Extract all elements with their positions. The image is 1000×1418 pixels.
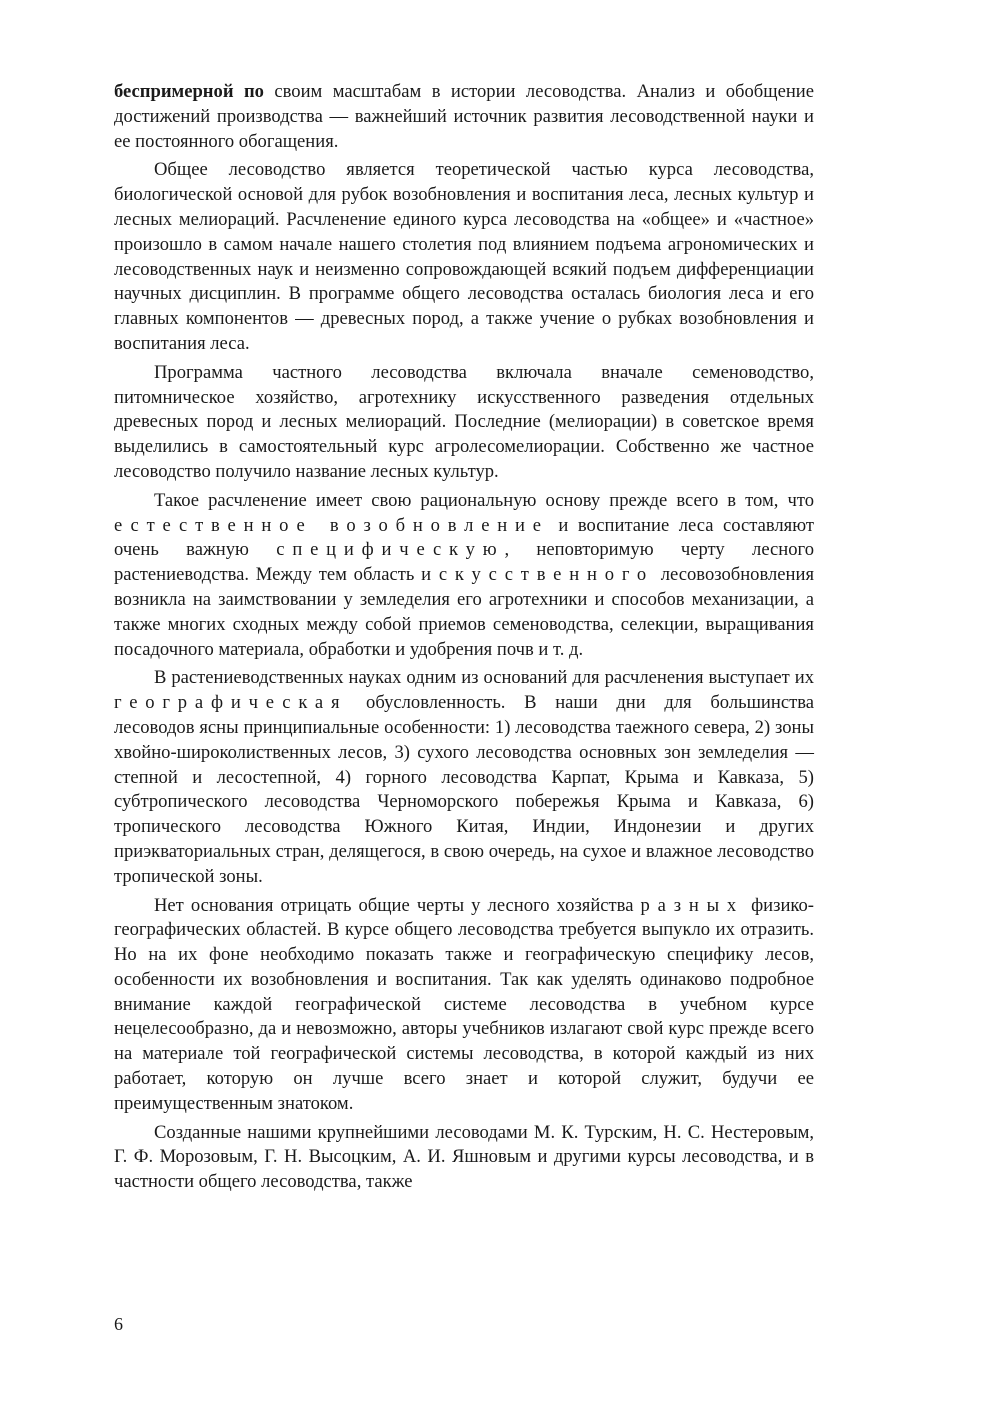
paragraph-4-text-a: Такое расчленение имеет свою рациональную основу прежде всего в том, что <box>154 489 814 511</box>
paragraph-2 <box>114 158 814 356</box>
paragraph-4-text-c: , неповторимую черту лесного растениеводства. Между тем область <box>114 539 815 586</box>
spaced-term-different: разных <box>640 894 745 916</box>
paragraph-6-text-a: Нет основания отрицать общие черты у лесного хозяйства <box>154 894 641 916</box>
paragraph-3-text: Программа частного лесоводства включала вначале семеноводство, питомническое хозяйство, агротехнику искусственного разведения отдельных древесных пород и лесных мелиораций. Последние (мелиорации) в советское время выделились в самостоятельный курс агролесомелиорации. Собственно же частное лесоводство получило название лесных культур. <box>114 361 814 482</box>
paragraph-5-text-b: обусловленность. В наши дни для большинства лесоводов ясны принципиальные особенности: 1) лесоводства таежного севера, 2) зоны хвойно-широколиственных лесов, 3) сухого лесоводства основных зон земледелия — степной и лесостепной, 4) горного лесоводства Карпат, Крыма и Кавказа, 5) субтропического лесоводства Черноморского побережья Крыма и Кавказа, 6) тропического лесоводства Южного Китая, Индии, Индонезии и других приэкваториальных стран, делящегося, в свою очередь, на сухое и влажное лесоводство тропической зоны. <box>114 692 814 887</box>
spaced-term-geographic: географическая <box>114 692 348 714</box>
paragraph-4 <box>114 489 814 663</box>
paragraph-6 <box>114 894 814 1117</box>
page-body <box>114 80 814 1195</box>
spaced-term-artificial: искусственного <box>421 564 654 586</box>
paragraph-6-text-b: физико-географических областей. В курсе общего лесоводства требуется выпукло их отразить. Но на их фоне необходимо показать также и географическую специфику лесов, особенности их возобновления и воспитания. Так как уделять одинаково подробное внимание каждой географической системе лесоводства в учебном курсе нецелесообразно, да и невозможно, авторы учебников излагают свой курс прежде всего на материале той географической системы лесоводства, в которой каждый из них работает, которую он лучше всего знает и которой служит, будучи ее преимущественным знатоком. <box>114 894 814 1114</box>
paragraph-2-text: Общее лесоводство является теоретической частью курса лесоводства, биологической основой для рубок возобновления и воспитания леса, лесных культур и лесных мелиораций. Расчленение единого курса лесоводства на «общее» и «частное» произошло в самом начале нашего столетия под влиянием подъема агрономических и лесоводственных наук и неизменно сопровождающей всякий подъем дифференциации научных дисциплин. В программе общего лесоводства осталась биология леса и его главных компонентов — древесных пород, а также учение о рубках возобновления и воспитания леса. <box>114 159 814 354</box>
paragraph-4-text-d: лесовозобновления возникла на заимствовании у земледелия его агротехники и способов механизации, а также многих сходных между собой приемов семеноводства, селекции, выращивания посадочного материала, обработки и удобрения почв и т. д. <box>114 564 814 660</box>
paragraph-1-bold-start: беспримерной по <box>114 81 264 102</box>
paragraph-5-text-a: В растениеводственных науках одним из оснований для расчленения выступает их <box>154 667 814 689</box>
paragraph-3 <box>114 361 814 485</box>
paragraph-1-text: своим масштабам в истории лесоводства. Анализ и обобщение достижений производства — важнейший источник развития лесоводственной науки и ее постоянного обогащения. <box>114 81 814 152</box>
paragraph-5 <box>114 666 814 889</box>
paragraph-7 <box>114 1121 814 1195</box>
page-number: 6 <box>114 1314 123 1334</box>
paragraph-1 <box>114 80 814 154</box>
spaced-term-natural-regeneration: естественное возобновление <box>114 514 549 536</box>
spaced-term-specific: специфическую <box>276 539 505 561</box>
paragraph-4-text-b: и воспитание леса составляют очень важную <box>114 514 815 561</box>
paragraph-7-text: Созданные нашими крупнейшими лесоводами М. К. Турским, Н. С. Нестеровым, Г. Ф. Морозовым, Г. Н. Высоцким, А. И. Яшновым и другими курсы лесоводства, и в частности общего лесоводства, также <box>114 1121 814 1193</box>
